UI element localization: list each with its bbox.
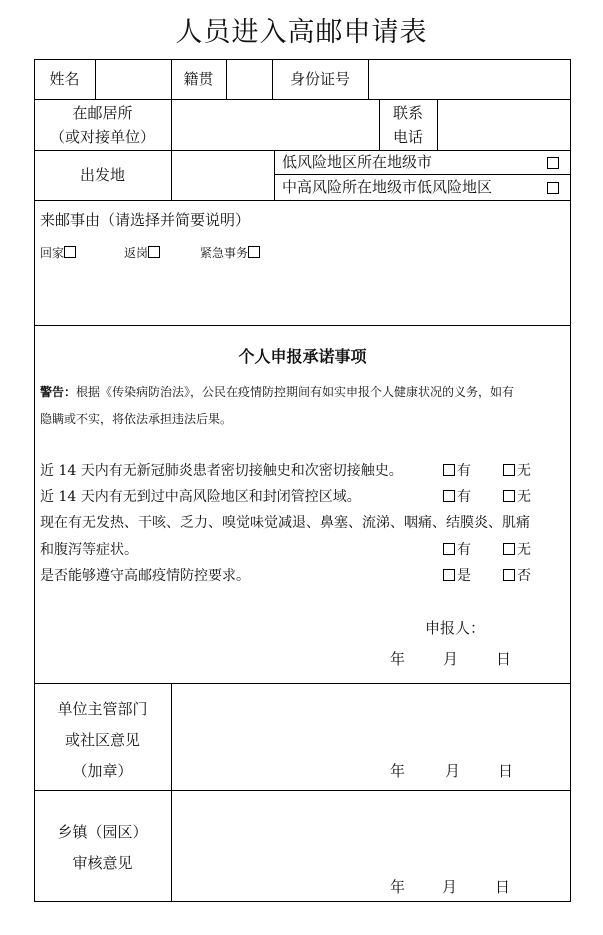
- date-month: 月: [443, 650, 459, 668]
- checkbox-q1-yes[interactable]: [443, 464, 455, 476]
- unit-date-month: 月: [445, 762, 461, 780]
- residence-label-sub: （或对接单位）: [49, 128, 155, 146]
- checkbox-q4-no[interactable]: [503, 569, 515, 581]
- q1-yes[interactable]: [443, 461, 471, 481]
- date-day: 日: [496, 650, 512, 668]
- reason-option-label: 紧急事务: [200, 246, 249, 260]
- unit-label-1: 单位主管部门: [57, 700, 148, 718]
- row-divider: [34, 200, 571, 201]
- yes-label: 有: [457, 542, 471, 558]
- name-field[interactable]: [96, 60, 171, 99]
- q2-yes[interactable]: [443, 487, 471, 507]
- row-divider: [274, 174, 571, 175]
- option-low-risk: 低风险地区所在地级市: [282, 153, 433, 171]
- id-field[interactable]: [369, 60, 570, 99]
- warning-text: 根据《传染病防治法》，公民在疫情防控期间有如实申报个人健康状况的义务，如有: [76, 385, 515, 399]
- shi-label: 是: [457, 568, 471, 584]
- unit-date-year: 年: [390, 762, 406, 780]
- checkbox-low-risk[interactable]: [547, 157, 559, 169]
- town-label-1: 乡镇（园区）: [57, 823, 148, 841]
- yes-label: 有: [457, 463, 471, 479]
- residence-label: 在邮居所: [72, 104, 133, 122]
- checkbox-q4-yes[interactable]: [443, 569, 455, 581]
- town-date-day: 日: [495, 878, 511, 896]
- town-review-field[interactable]: [172, 791, 570, 901]
- phone-label-sub: 电话: [392, 128, 423, 146]
- residence-field[interactable]: [172, 100, 379, 150]
- warning-label: 警告：: [40, 385, 77, 399]
- checkbox-q1-no[interactable]: [503, 464, 515, 476]
- checkbox-work[interactable]: [148, 246, 160, 258]
- q4-yes[interactable]: [443, 566, 471, 586]
- no-label: 无: [517, 489, 531, 505]
- unit-label-3: （加章）: [72, 762, 133, 780]
- departure-field[interactable]: [172, 151, 274, 200]
- warning-line-2: 隐瞒或不实，将依法承担违法后果。: [40, 412, 233, 426]
- checkbox-q3-no[interactable]: [503, 543, 515, 555]
- q4-no[interactable]: [503, 566, 531, 586]
- reason-option-urgent[interactable]: [200, 243, 262, 263]
- question-travel: 近 14 天内有无到过中高风险地区和封闭管控区域。: [40, 489, 361, 505]
- reason-option-home[interactable]: [40, 243, 78, 263]
- town-date-year: 年: [390, 878, 406, 896]
- unit-date-day: 日: [498, 762, 514, 780]
- reason-option-label: 返岗: [124, 246, 149, 260]
- town-date-month: 月: [442, 878, 458, 896]
- col-divider: [274, 150, 275, 201]
- phone-label: 联系: [392, 104, 423, 122]
- fou-label: 否: [517, 568, 531, 584]
- phone-field[interactable]: [438, 100, 570, 150]
- checkbox-q2-yes[interactable]: [443, 490, 455, 502]
- warning-line-1: [40, 382, 514, 402]
- reason-option-label: 回家: [40, 246, 65, 260]
- table-border-right: [570, 59, 571, 902]
- question-symptoms: 现在有无发热、干咳、乏力、嗅觉味觉减退、鼻塞、流涕、咽痛、结膜炎、肌痛: [40, 515, 530, 531]
- town-label-2: 审核意见: [72, 854, 133, 872]
- reason-option-work[interactable]: [124, 243, 162, 263]
- no-label: 无: [517, 463, 531, 479]
- unit-label-2: 或社区意见: [64, 731, 140, 749]
- reason-label: 来邮事由（请选择并简要说明）: [40, 211, 251, 229]
- declarant-label: 申报人：: [425, 619, 486, 637]
- checkbox-q3-yes[interactable]: [443, 543, 455, 555]
- yes-label: 有: [457, 489, 471, 505]
- page-title: 人员进入高邮申请表: [175, 17, 428, 48]
- checkbox-q2-no[interactable]: [503, 490, 515, 502]
- q3-yes[interactable]: [443, 540, 471, 560]
- option-mid-high-risk: 中高风险所在地级市低风险地区: [282, 178, 493, 196]
- checkbox-urgent[interactable]: [248, 246, 260, 258]
- pledge-heading: 个人申报承诺事项: [238, 347, 367, 366]
- q3-no[interactable]: [503, 540, 531, 560]
- origin-field[interactable]: [227, 60, 272, 99]
- date-year: 年: [390, 650, 406, 668]
- checkbox-home[interactable]: [64, 246, 76, 258]
- table-border-bottom: [34, 901, 571, 902]
- no-label: 无: [517, 542, 531, 558]
- row-divider: [34, 150, 571, 151]
- name-label: 姓名: [49, 70, 80, 88]
- question-compliance: 是否能够遵守高邮疫情防控要求。: [40, 568, 250, 584]
- q1-no[interactable]: [503, 461, 531, 481]
- departure-label: 出发地: [79, 166, 125, 184]
- question-symptoms-cont: 和腹泻等症状。: [40, 542, 138, 558]
- id-label: 身份证号: [289, 70, 350, 88]
- q2-no[interactable]: [503, 487, 531, 507]
- origin-label: 籍贯: [183, 70, 214, 88]
- question-contact: 近 14 天内有无新冠肺炎患者密切接触史和次密切接触史。: [40, 463, 403, 479]
- checkbox-mid-high-risk[interactable]: [547, 182, 559, 194]
- row-divider: [34, 325, 571, 326]
